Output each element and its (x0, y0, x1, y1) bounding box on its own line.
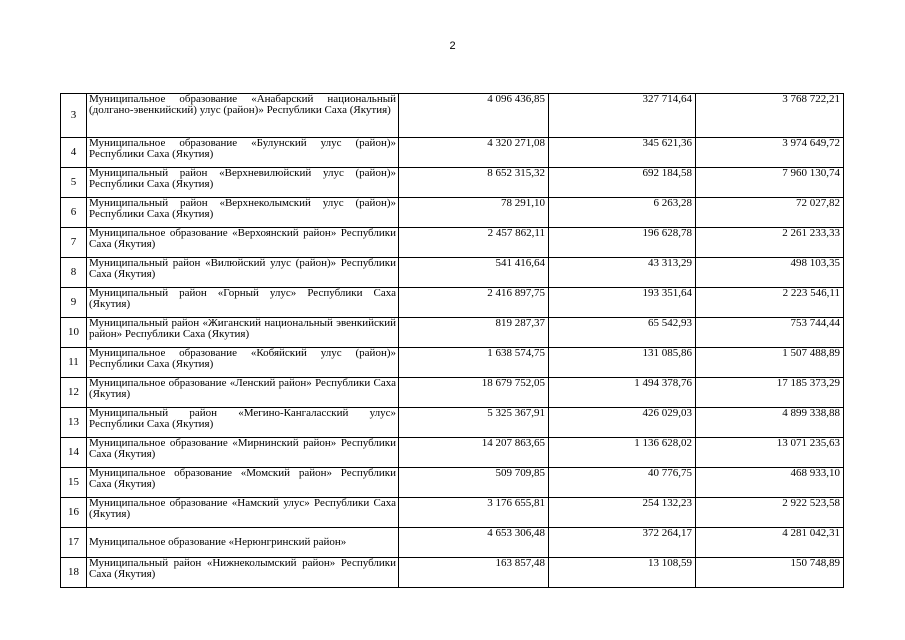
municipality-name-cell: Муниципальный район «Жиганский национальный эвенкийский район» Республики Саха (Якутия) (87, 318, 399, 348)
value-remainder-cell: 1 507 488,89 (696, 348, 844, 378)
page-number: 2 (449, 40, 456, 52)
value-total-cell: 2 416 897,75 (399, 288, 549, 318)
row-number-cell: 5 (61, 168, 87, 198)
value-total-cell: 78 291,10 (399, 198, 549, 228)
table-row (61, 498, 844, 528)
value-share-cell: 345 621,36 (549, 138, 696, 168)
value-total-cell: 819 287,37 (399, 318, 549, 348)
value-share-cell: 65 542,93 (549, 318, 696, 348)
municipality-name-cell: Муниципальное образование «Мирнинский район» Республики Саха (Якутия) (87, 438, 399, 468)
row-number-cell: 17 (61, 528, 87, 558)
row-number-cell: 3 (61, 94, 87, 138)
municipality-name-cell: Муниципальное образование «Верхоянский район» Республики Саха (Якутия) (87, 228, 399, 258)
value-share-cell: 13 108,59 (549, 558, 696, 588)
row-number-cell: 11 (61, 348, 87, 378)
value-total-cell: 18 679 752,05 (399, 378, 549, 408)
value-total-cell: 8 652 315,32 (399, 168, 549, 198)
municipality-name-cell: Муниципальный район «Вилюйский улус (район)» Республики Саха (Якутия) (87, 258, 399, 288)
municipality-name-cell: Муниципальное образование «Момский район» Республики Саха (Якутия) (87, 468, 399, 498)
value-total-cell: 3 176 655,81 (399, 498, 549, 528)
table-row (61, 138, 844, 168)
table-row (61, 438, 844, 468)
value-total-cell: 2 457 862,11 (399, 228, 549, 258)
table-row (61, 468, 844, 498)
value-share-cell: 1 494 378,76 (549, 378, 696, 408)
value-remainder-cell: 13 071 235,63 (696, 438, 844, 468)
row-number-cell: 13 (61, 408, 87, 438)
value-total-cell: 509 709,85 (399, 468, 549, 498)
table-row (61, 318, 844, 348)
value-total-cell: 163 857,48 (399, 558, 549, 588)
value-remainder-cell: 4 899 338,88 (696, 408, 844, 438)
value-share-cell: 196 628,78 (549, 228, 696, 258)
municipality-name-cell: Муниципальное образование «Анабарский национальный (долгано-эвенкийский) улус (район)» Республики Саха (Якутия) (87, 94, 399, 138)
table-row (61, 168, 844, 198)
value-total-cell: 4 096 436,85 (399, 94, 549, 138)
table-row (61, 228, 844, 258)
municipality-name-cell: Муниципальный район «Верхневилюйский улус (район)» Республики Саха (Якутия) (87, 168, 399, 198)
value-total-cell: 541 416,64 (399, 258, 549, 288)
value-remainder-cell: 4 281 042,31 (696, 528, 844, 558)
table-row (61, 558, 844, 588)
value-share-cell: 372 264,17 (549, 528, 696, 558)
value-remainder-cell: 7 960 130,74 (696, 168, 844, 198)
table-row (61, 348, 844, 378)
value-remainder-cell: 2 261 233,33 (696, 228, 844, 258)
value-share-cell: 1 136 628,02 (549, 438, 696, 468)
row-number-cell: 10 (61, 318, 87, 348)
value-remainder-cell: 3 768 722,21 (696, 94, 844, 138)
table-row (61, 408, 844, 438)
budget-table (60, 93, 844, 588)
table-row (61, 94, 844, 138)
row-number-cell: 7 (61, 228, 87, 258)
municipality-name-cell: Муниципальное образование «Намский улус» Республики Саха (Якутия) (87, 498, 399, 528)
value-share-cell: 6 263,28 (549, 198, 696, 228)
row-number-cell: 14 (61, 438, 87, 468)
value-remainder-cell: 72 027,82 (696, 198, 844, 228)
municipality-name-cell: Муниципальный район «Мегино-Кангаласский улус» Республики Саха (Якутия) (87, 408, 399, 438)
value-total-cell: 5 325 367,91 (399, 408, 549, 438)
table-row (61, 528, 844, 558)
value-share-cell: 327 714,64 (549, 94, 696, 138)
table-row (61, 378, 844, 408)
row-number-cell: 18 (61, 558, 87, 588)
value-share-cell: 131 085,86 (549, 348, 696, 378)
value-remainder-cell: 753 744,44 (696, 318, 844, 348)
value-remainder-cell: 2 223 546,11 (696, 288, 844, 318)
value-total-cell: 4 653 306,48 (399, 528, 549, 558)
value-share-cell: 43 313,29 (549, 258, 696, 288)
row-number-cell: 15 (61, 468, 87, 498)
value-total-cell: 1 638 574,75 (399, 348, 549, 378)
row-number-cell: 9 (61, 288, 87, 318)
row-number-cell: 16 (61, 498, 87, 528)
value-share-cell: 193 351,64 (549, 288, 696, 318)
value-share-cell: 254 132,23 (549, 498, 696, 528)
value-remainder-cell: 150 748,89 (696, 558, 844, 588)
table-row (61, 288, 844, 318)
value-share-cell: 692 184,58 (549, 168, 696, 198)
value-remainder-cell: 468 933,10 (696, 468, 844, 498)
municipality-name-cell: Муниципальный район «Верхнеколымский улус (район)» Республики Саха (Якутия) (87, 198, 399, 228)
value-remainder-cell: 3 974 649,72 (696, 138, 844, 168)
row-number-cell: 8 (61, 258, 87, 288)
value-share-cell: 426 029,03 (549, 408, 696, 438)
value-remainder-cell: 17 185 373,29 (696, 378, 844, 408)
row-number-cell: 12 (61, 378, 87, 408)
value-share-cell: 40 776,75 (549, 468, 696, 498)
municipality-name-cell: Муниципальное образование «Булунский улус (район)» Республики Саха (Якутия) (87, 138, 399, 168)
value-remainder-cell: 2 922 523,58 (696, 498, 844, 528)
row-number-cell: 4 (61, 138, 87, 168)
municipality-name-cell: Муниципальный район «Горный улус» Республики Саха (Якутия) (87, 288, 399, 318)
municipality-name-cell: Муниципальный район «Нижнеколымский район» Республики Саха (Якутия) (87, 558, 399, 588)
municipality-name-cell: Муниципальное образование «Кобяйский улус (район)» Республики Саха (Якутия) (87, 348, 399, 378)
row-number-cell: 6 (61, 198, 87, 228)
value-total-cell: 4 320 271,08 (399, 138, 549, 168)
value-remainder-cell: 498 103,35 (696, 258, 844, 288)
municipality-name-cell: Муниципальное образование «Нерюнгринский район» (87, 528, 399, 558)
table-row (61, 198, 844, 228)
municipality-name-cell: Муниципальное образование «Ленский район» Республики Саха (Якутия) (87, 378, 399, 408)
value-total-cell: 14 207 863,65 (399, 438, 549, 468)
table-row (61, 258, 844, 288)
